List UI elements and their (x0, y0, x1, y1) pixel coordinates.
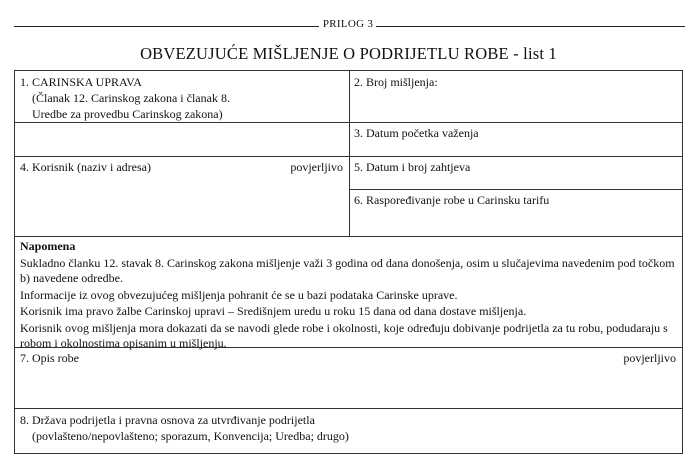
field-customs-authority (15, 72, 349, 122)
field-customs-authority-blank[interactable] (15, 123, 349, 156)
document-title: OBVEZUJUĆE MIŠLJENJE O PODRIJETLU ROBE - list 1 (140, 44, 557, 63)
notes-heading: Napomena (20, 239, 76, 253)
field1-title: 1. CARINSKA UPRAVA (20, 75, 142, 89)
field1-line2: (Članak 12. Carinskog zakona i članak 8. (32, 91, 230, 105)
note-storage: Informacije iz ovog obvezujućeg mišljenja pohranit će se u bazi podataka Carinske uprave. (20, 287, 458, 302)
field3-label: 3. Datum početka važenja (354, 126, 479, 140)
field4-label: 4. Korisnik (naziv i adresa) (20, 160, 151, 174)
annex-label: PRILOG 3 (322, 18, 374, 30)
field5-label: 5. Datum i broj zahtjeva (354, 160, 471, 174)
field7-confidential: povjerljivo (623, 351, 676, 365)
field-goods-description[interactable] (15, 348, 682, 408)
field2-label: 2. Broj mišljenja: (354, 75, 438, 89)
annex-rule-right (376, 26, 685, 27)
annex-rule-left (14, 26, 319, 27)
field4-confidential: povjerljivo (290, 160, 343, 174)
field7-label: 7. Opis robe (20, 351, 79, 365)
field-tariff-classification[interactable] (349, 190, 682, 236)
field-valid-from-date[interactable] (349, 123, 682, 156)
field6-label: 6. Raspoređivanje robe u Carinsku tarifu (354, 193, 550, 207)
note-validity: Sukladno članku 12. stavak 8. Carinskog zakona mišljenje važi 3 godina od dana donošenja, osim u slučajevima navedenim pod točkom b) navedene odredbe. (20, 255, 675, 285)
notes-section (15, 237, 682, 350)
field-application-date-number[interactable] (349, 157, 682, 189)
note-proof: Korisnik ovog mišljenja mora dokazati da se navodi glede robe i okolnosti, koje određuju dobivanje podrijetla za tu robu, podudaraju s robom i okolnostima opisanim u mišljenju. (20, 320, 668, 350)
field-country-of-origin[interactable] (15, 409, 682, 454)
annex-header (0, 16, 697, 36)
field-opinion-number[interactable] (349, 72, 682, 122)
field8-label: 8. Država podrijetla i pravna osnova za utvrđivanje podrijetla (20, 413, 315, 427)
note-appeal: Korisnik ima pravo žalbe Carinskoj upravi – Središnjem uredu u roku 15 dana od dana dostave mišljenja. (20, 304, 527, 318)
field-holder[interactable] (15, 157, 349, 236)
field1-line3: Uredbe za provedbu Carinskog zakona) (32, 107, 223, 121)
field8-sublabel: (povlašteno/nepovlašteno; sporazum, Konvencija; Uredba; drugo) (32, 429, 349, 443)
opinion-form (14, 70, 683, 454)
